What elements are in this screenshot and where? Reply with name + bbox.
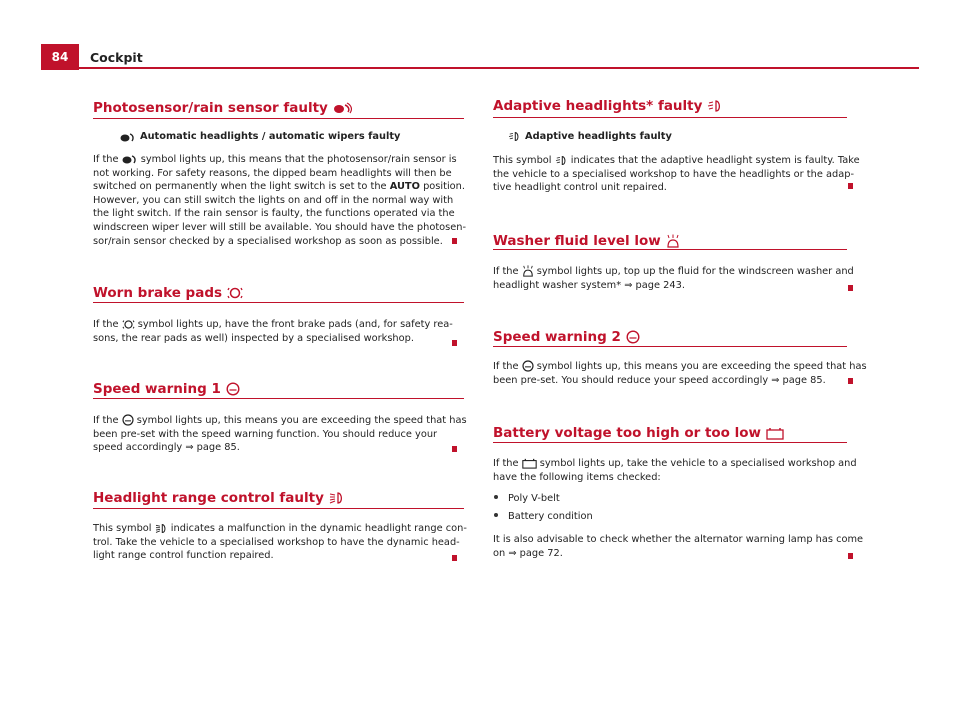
paragraph-speed-1: If the symbol lights up, this means you are exceeding the speed that has been pre-set with the speed warning function. You should reduce your speed accordingly ⇒ page 85. [93, 415, 467, 454]
bullet-icon [494, 513, 498, 517]
section-title-text: Speed warning 2 [493, 329, 621, 345]
section-title-brake [93, 285, 243, 301]
paragraph-photosensor: If the symbol lights up, this means that the photosensor/rain sensor is not working. For safety reasons, the dipped beam headlights will then be switched on permanently when the light switch is set to the AUTO position. However, you can still switch the lights on and off in the normal way with the light switch. If the rain sensor is faulty, the functions operated via the windscreen wiper lever will still be available. You should have the photosen- sor/rain sensor checked by a specialised workshop as soon as possible. [93, 154, 467, 247]
section-end-marker [452, 340, 457, 346]
section-end-marker [848, 285, 853, 291]
brake-pad-icon [122, 319, 135, 330]
subtitle-photosensor [120, 131, 400, 142]
section-title-text: Headlight range control faulty [93, 490, 324, 506]
section-rule [493, 249, 847, 250]
paragraph-speed-2: If the symbol lights up, this means you are exceeding the speed that has been pre-set. You should reduce your speed accordingly ⇒ page 85. [493, 361, 867, 386]
adaptive-headlight-icon [508, 131, 521, 142]
paragraph-adaptive: This symbol indicates that the adaptive headlight system is faulty. Take the vehicle to a specialised workshop to have the headlights or the adap- tive headlight control unit repaired. [493, 155, 860, 194]
speedometer-icon [522, 360, 534, 372]
bullet-icon [494, 495, 498, 499]
section-rule [93, 118, 464, 119]
section-title-text: Worn brake pads [93, 285, 223, 301]
section-title-range [93, 490, 345, 506]
speedometer-icon [226, 382, 240, 396]
paragraph-range: This symbol indicates a malfunction in the dynamic headlight range con- trol. Take the vehicle to a specialised workshop to have the dynamic head- light range control function repaired. [93, 523, 467, 562]
section-title-text: Battery voltage too high or too low [493, 425, 762, 441]
section-rule [93, 508, 464, 509]
brake-pad-icon [227, 286, 243, 300]
section-title-adaptive [493, 98, 723, 114]
section-title-text: Speed warning 1 [93, 381, 221, 397]
photosensor-icon [120, 132, 136, 142]
section-end-marker [848, 183, 853, 189]
section-title-washer [493, 233, 680, 249]
section-end-marker [452, 446, 457, 452]
washer-fluid-icon [522, 265, 534, 277]
chapter-title: Cockpit [90, 50, 143, 65]
section-rule [493, 117, 847, 118]
section-rule [93, 302, 464, 303]
section-title-text: Adaptive headlights* faulty [493, 98, 703, 114]
speedometer-icon [626, 330, 640, 344]
washer-fluid-icon [666, 234, 680, 248]
headlight-range-icon [155, 523, 168, 534]
section-title-battery [493, 425, 784, 441]
section-end-marker [452, 238, 457, 244]
paragraph-battery: If the symbol lights up, take the vehicle to a specialised workshop and have the following items checked: [493, 458, 857, 483]
section-end-marker [848, 553, 853, 559]
adaptive-headlight-icon [707, 99, 723, 113]
section-title-speed-2 [493, 329, 640, 345]
section-title-speed-1 [93, 381, 240, 397]
section-rule [93, 398, 464, 399]
photosensor-icon [333, 102, 353, 114]
header-rule [41, 67, 919, 69]
subtitle-text: Adaptive headlights faulty [525, 131, 672, 142]
battery-icon [766, 427, 784, 440]
photosensor-icon [122, 154, 138, 164]
section-title-text: Washer fluid level low [493, 233, 661, 249]
section-end-marker [452, 555, 457, 561]
page-number: 84 [51, 50, 69, 64]
section-end-marker [848, 378, 853, 384]
list-item: Battery condition [494, 511, 593, 522]
paragraph-washer: If the symbol lights up, top up the fluid for the windscreen washer and headlight washer system* ⇒ page 243. [493, 266, 854, 291]
section-rule [493, 346, 847, 347]
speedometer-icon [122, 414, 134, 426]
section-rule [493, 442, 847, 443]
list-item: Poly V-belt [494, 493, 560, 504]
paragraph-battery-note: It is also advisable to check whether the alternator warning lamp has come on ⇒ page 72. [493, 534, 864, 559]
adaptive-headlight-icon [555, 155, 568, 166]
paragraph-brake: If the symbol lights up, have the front brake pads (and, for safety rea- sons, the rear pads as well) inspected by a specialised workshop. [93, 319, 453, 344]
section-title-text: Photosensor/rain sensor faulty [93, 100, 328, 116]
headlight-range-icon [329, 491, 345, 505]
battery-icon [522, 458, 537, 469]
section-title-photosensor [93, 100, 353, 116]
subtitle-adaptive [508, 131, 672, 142]
subtitle-text: Automatic headlights / automatic wipers faulty [140, 131, 401, 142]
